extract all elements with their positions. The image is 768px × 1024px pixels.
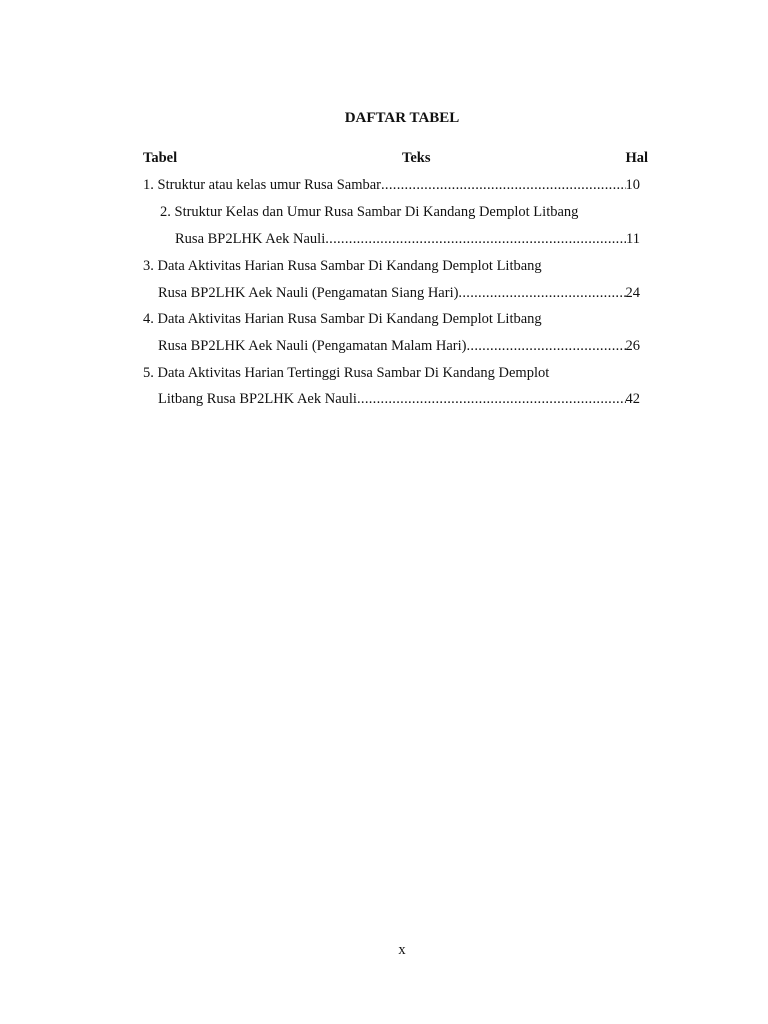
- toc-entry-4: [158, 337, 640, 355]
- leader-dots: [466, 337, 625, 355]
- toc-entry-5-line1: 5. Data Aktivitas Harian Tertinggi Rusa Sambar Di Kandang Demplot: [143, 365, 550, 381]
- toc-entry-page: 42: [625, 391, 640, 407]
- leader-dots: [458, 284, 625, 302]
- leader-dots: [325, 230, 626, 248]
- toc-entry-4-line1: 4. Data Aktivitas Harian Rusa Sambar Di Kandang Demplot Litbang: [143, 311, 542, 327]
- toc-entry-text: Rusa BP2LHK Aek Nauli: [175, 231, 326, 247]
- leader-dots: [357, 390, 626, 408]
- toc-entry-5: [158, 390, 640, 408]
- leader-dots: [381, 176, 626, 194]
- header-tabel: Tabel: [143, 150, 178, 166]
- header-hal: Hal: [625, 150, 648, 166]
- toc-entry-1: [143, 176, 640, 194]
- page-number: x: [398, 942, 406, 958]
- header-teks: Teks: [402, 150, 431, 166]
- toc-entry-page: 26: [625, 338, 640, 354]
- toc-entry-text: Rusa BP2LHK Aek Nauli (Pengamatan Siang Hari): [158, 285, 459, 301]
- toc-entry-3-line1: 3. Data Aktivitas Harian Rusa Sambar Di Kandang Demplot Litbang: [143, 258, 542, 274]
- toc-entry-text: Litbang Rusa BP2LHK Aek Nauli: [158, 391, 357, 407]
- toc-entry-page: 24: [625, 285, 640, 301]
- page-title: DAFTAR TABEL: [344, 110, 460, 126]
- toc-entry-2-line1: 2. Struktur Kelas dan Umur Rusa Sambar Di Kandang Demplot Litbang: [160, 204, 579, 220]
- toc-entry-3: [158, 284, 640, 302]
- toc-entry-text: 1. Struktur atau kelas umur Rusa Sambar: [143, 177, 381, 193]
- toc-entry-2: [175, 230, 640, 248]
- toc-entry-page: 10: [625, 177, 640, 193]
- table-header: [143, 150, 648, 168]
- toc-entry-page: 11: [626, 231, 640, 247]
- toc-entry-text: Rusa BP2LHK Aek Nauli (Pengamatan Malam Hari): [158, 338, 467, 354]
